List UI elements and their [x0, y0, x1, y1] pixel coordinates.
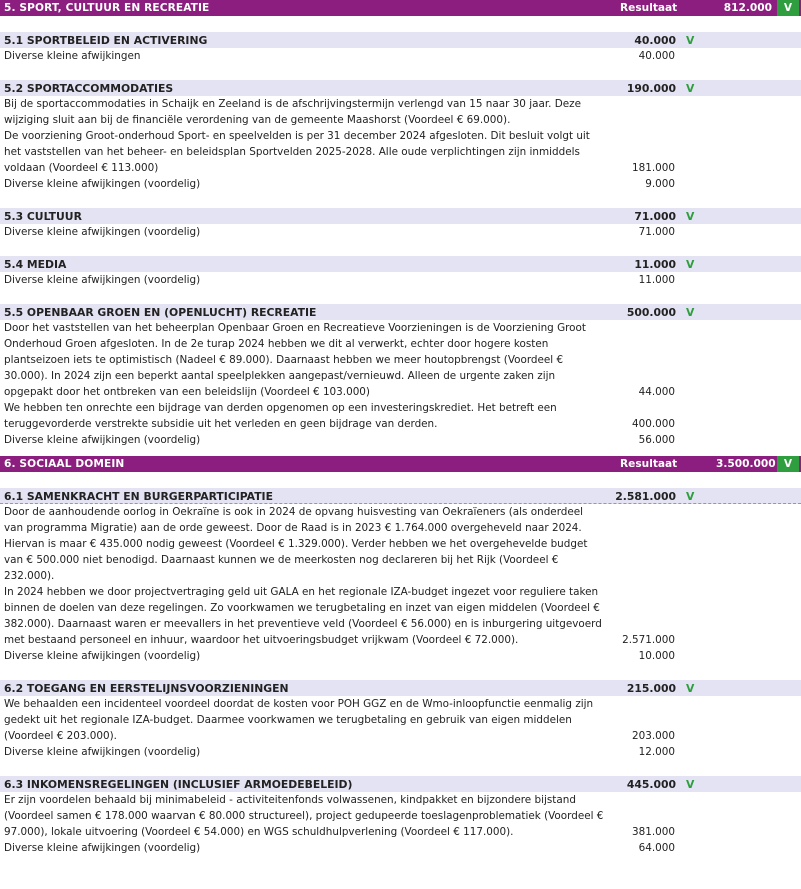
line-item — [0, 792, 801, 840]
check-icon: V — [777, 456, 799, 472]
line-item — [0, 400, 801, 432]
line-item — [0, 648, 801, 664]
check-icon: V — [686, 778, 695, 791]
line-value: 181.000 — [632, 162, 675, 174]
line-text: Door het vaststellen van het beheerplan Openbaar Groen en Recreatieve Voorzieningen is de Voorziening Groot Onderhoud Groen afgesloten. In de 2e turap 2024 hebben we dit al verwerkt, echter door hogere kosten plantseizoen iets te optimistisch (Nadeel € 89.000). Daarnaast hebben we meer houtopbrengst (Voordeel € 30.000). In 2024 zijn een beperkt aantal speelplekken aangepast/vernieuwd. Alleen de urgente zaken zijn opgepakt door het ontbreken van een beleidslijn (Voordeel € 103.000) — [4, 322, 586, 398]
line-item — [0, 272, 801, 288]
line-value: 10.000 — [638, 650, 675, 662]
line-value: 2.571.000 — [622, 634, 675, 646]
section-title: 5.4 MEDIA — [4, 258, 67, 271]
section-amount: 215.000 — [626, 682, 676, 695]
line-text: Diverse kleine afwijkingen (voordelig) — [4, 178, 201, 190]
section-amount: 500.000 — [626, 306, 676, 319]
line-item — [0, 320, 801, 400]
section-header-5-1 — [0, 32, 801, 48]
line-value: 40.000 — [638, 50, 675, 62]
section-amount: 11.000 — [634, 258, 676, 271]
section-title: 5.1 SPORTBELEID EN ACTIVERING — [4, 34, 208, 47]
line-text: Diverse kleine afwijkingen (voordelig) — [4, 226, 201, 238]
line-text: We hebben ten onrechte een bijdrage van derden opgenomen op een investeringskrediet. Het betreft een teruggevorderde verstrekte subsidie uit het verleden en geen bijdrage van derden. — [4, 402, 557, 430]
line-value: 71.000 — [638, 226, 675, 238]
chapter-amount: 812.000 — [723, 2, 772, 14]
section-header-5-5 — [0, 304, 801, 320]
chapter-header-6 — [0, 456, 801, 472]
section-title: 6.2 TOEGANG EN EERSTELIJNSVOORZIENINGEN — [4, 682, 289, 695]
section-header-6-3 — [0, 776, 801, 792]
section-amount: 71.000 — [634, 210, 676, 223]
line-item — [0, 48, 801, 64]
section-title: 5.3 CULTUUR — [4, 210, 82, 223]
section-header-6-1 — [0, 488, 801, 504]
section-amount: 2.581.000 — [615, 490, 676, 503]
line-item — [0, 96, 801, 176]
line-text: Diverse kleine afwijkingen (voordelig) — [4, 434, 201, 446]
line-item — [0, 744, 801, 760]
line-value: 64.000 — [638, 842, 675, 854]
line-value: 56.000 — [638, 434, 675, 446]
section-header-5-4 — [0, 256, 801, 272]
section-header-5-3 — [0, 208, 801, 224]
check-icon: V — [686, 306, 695, 319]
section-title: 6.3 INKOMENSREGELINGEN (INCLUSIEF ARMOEDEBELEID) — [4, 778, 353, 791]
line-value: 203.000 — [632, 730, 675, 742]
line-item — [0, 224, 801, 240]
line-text: Diverse kleine afwijkingen — [4, 50, 141, 62]
result-label: Resultaat — [620, 458, 678, 470]
section-header-5-2 — [0, 80, 801, 96]
line-text: Diverse kleine afwijkingen (voordelig) — [4, 842, 201, 854]
line-value: 11.000 — [638, 274, 675, 286]
line-item — [0, 504, 801, 648]
line-text: Diverse kleine afwijkingen (voordelig) — [4, 746, 201, 758]
line-text: Diverse kleine afwijkingen (voordelig) — [4, 650, 201, 662]
section-amount: 190.000 — [626, 82, 676, 95]
check-icon: V — [686, 210, 695, 223]
check-icon: V — [686, 34, 695, 47]
result-label: Resultaat — [620, 2, 678, 14]
line-text: Bij de sportaccommodaties in Schaijk en Zeeland is de afschrijvingstermijn verlengd van 15 naar 30 jaar. Deze wijziging sluit aan bij de financiële verordening van de gemeente Maashorst (Voordeel € 69.000). De voorziening Groot-onderhoud Sport- en speelvelden is per 31 december 2024 afgesloten. Dit besluit volgt uit het vaststellen van het beheer- en beleidsplan Sportvelden 2025-2028. Alle oude verplichtingen zijn inmiddels voldaan (Voordeel € 113.000) — [4, 98, 590, 174]
line-value: 400.000 — [632, 418, 675, 430]
chapter-amount: 3.500.000 — [716, 458, 776, 470]
chapter-title: 6. SOCIAAL DOMEIN — [4, 458, 125, 470]
line-value: 381.000 — [632, 826, 675, 838]
line-item — [0, 432, 801, 448]
section-title: 6.1 SAMENKRACHT EN BURGERPARTICIPATIE — [4, 490, 273, 503]
line-item — [0, 176, 801, 192]
check-icon: V — [686, 490, 695, 503]
section-header-6-2 — [0, 680, 801, 696]
line-text: We behaalden een incidenteel voordeel doordat de kosten voor POH GGZ en de Wmo-inloopfunctie eenmalig zijn gedekt uit het regionale IZA-budget. Daarmee voorkwamen we terugbetaling en gebruik van eigen middelen (Voordeel € 203.000). — [4, 698, 594, 742]
chapter-header-5 — [0, 0, 801, 16]
line-text: Door de aanhoudende oorlog in Oekraïne is ook in 2024 de opvang huisvesting van Oekraïeners (als onderdeel van programma Migratie) aan de orde geweest. Door de Raad is in 2023 € 1.764.000 overgeheveld naar 2024. Hiervan is maar € 435.000 nodig geweest (Voordeel € 1.329.000). Verder hebben we het overgehevelde budget van € 500.000 niet benodigd. Daarnaast kunnen we de meerkosten nog declareren bij het Rijk (Voordeel € 232.000). In 2024 hebben we door projectvertraging geld uit GALA en het regionale IZA-budget ingezet voor reguliere taken binnen de doelen van deze regelingen. Zo voorkwamen we terugbetaling en inzet van eigen middelen (Voordeel € 382.000). Daarnaast waren er meevallers in het preventieve veld (Voordeel € 56.000) en is inburgering uitgevoerd met bestaand personeel en inhuur, waardoor het uitvoeringsbudget vrijkwam (Voordeel € 72.000). — [4, 506, 602, 646]
line-text: Diverse kleine afwijkingen (voordelig) — [4, 274, 201, 286]
check-icon: V — [777, 0, 799, 16]
line-text: Er zijn voordelen behaald bij minimabeleid - activiteitenfonds volwassenen, kindpakket en bijzondere bijstand (Voordeel samen € 178.000 waarvan € 80.000 structureel), project gedupeerde toeslagenproblematiek (Voordeel € 97.000), lokale uitvoering (Voordeel € 54.000) en WGS schuldhulpverlening (Voordeel € 117.000). — [4, 794, 604, 838]
chapter-title: 5. SPORT, CULTUUR EN RECREATIE — [4, 2, 210, 14]
section-title: 5.2 SPORTACCOMMODATIES — [4, 82, 174, 95]
section-amount: 445.000 — [626, 778, 676, 791]
check-icon: V — [686, 258, 695, 271]
line-item — [0, 696, 801, 744]
line-value: 44.000 — [638, 386, 675, 398]
line-value: 12.000 — [638, 746, 675, 758]
line-item — [0, 840, 801, 856]
check-icon: V — [686, 82, 695, 95]
check-icon: V — [686, 682, 695, 695]
section-amount: 40.000 — [634, 34, 676, 47]
section-title: 5.5 OPENBAAR GROEN EN (OPENLUCHT) RECREATIE — [4, 306, 317, 319]
line-value: 9.000 — [645, 178, 675, 190]
